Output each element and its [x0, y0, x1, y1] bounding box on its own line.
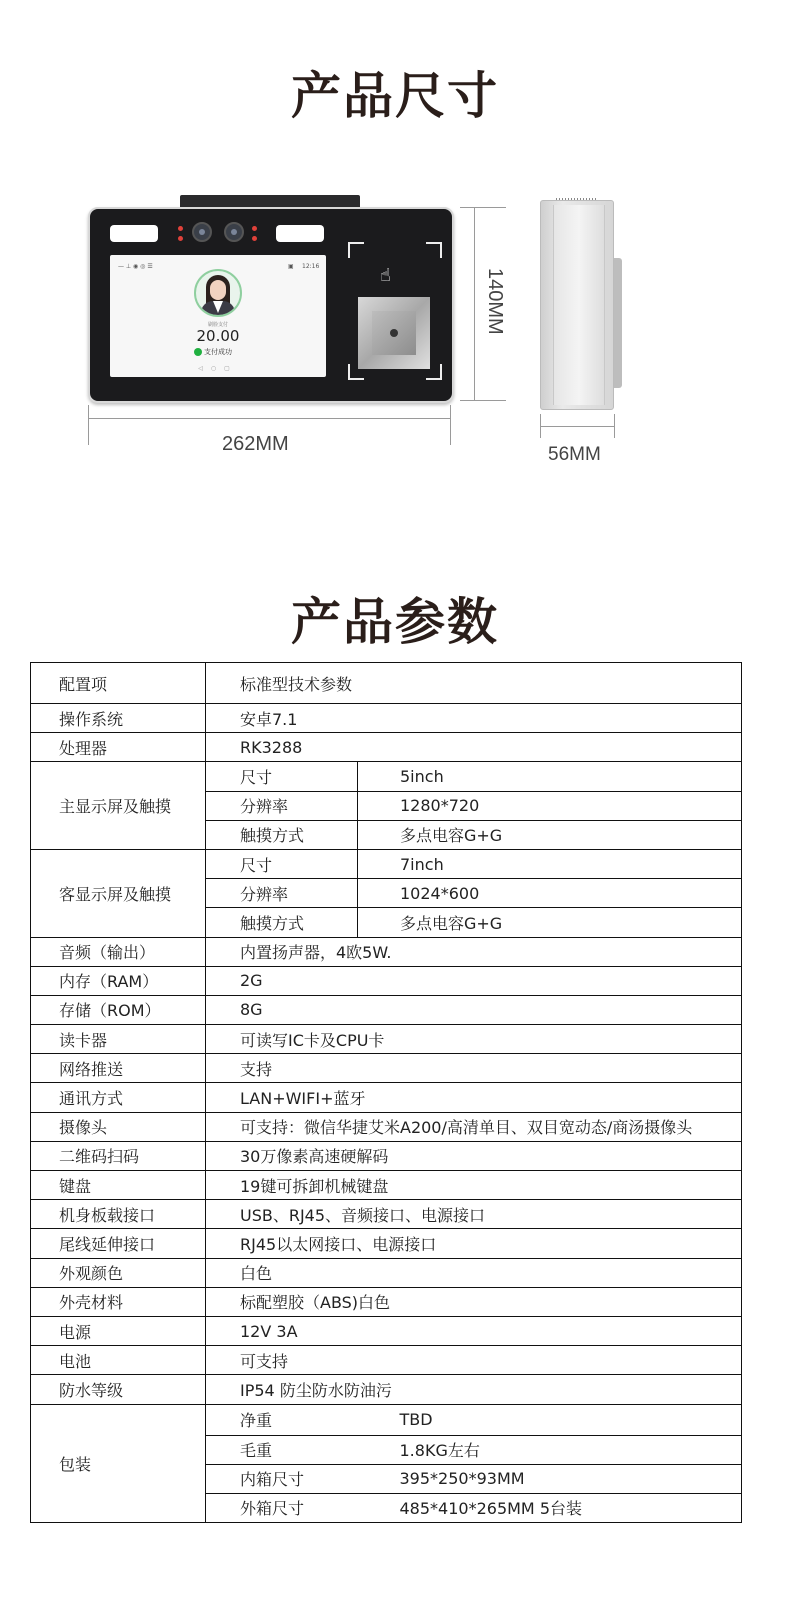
table-row — [31, 1054, 742, 1083]
row-label: 机身板载接口 — [31, 1200, 206, 1229]
table-row — [31, 937, 742, 966]
row-label: 网络推送 — [31, 1054, 206, 1083]
screen-time: 12:16 — [302, 263, 320, 270]
sub-item-name: 触摸方式 — [206, 820, 358, 849]
pay-success-label: 支付成功 — [204, 348, 232, 356]
dim-depth-label: 56MM — [548, 444, 601, 465]
sub-item-value: 多点电容G+G — [358, 820, 742, 849]
dim-depth-line — [540, 426, 614, 427]
qr-scanner-window — [358, 297, 430, 369]
table-row — [31, 1375, 742, 1404]
product-size-title: 产品尺寸 — [291, 67, 499, 125]
table-row — [31, 1316, 742, 1345]
table-row — [31, 663, 742, 704]
row-label: 外壳材料 — [31, 1287, 206, 1316]
row-value: RK3288 — [206, 733, 742, 762]
table-row — [31, 1287, 742, 1316]
table-row — [31, 1112, 742, 1141]
table-row — [31, 1404, 742, 1435]
group-label-main-display: 主显示屏及触摸 — [31, 762, 206, 850]
sub-item-name: 分辨率 — [206, 791, 358, 820]
group-label-packaging: 包装 — [31, 1404, 206, 1523]
ir-led — [252, 236, 257, 241]
product-params-title: 产品参数 — [291, 593, 499, 651]
device-screen — [110, 255, 326, 377]
row-value: 可读写IC卡及CPU卡 — [206, 1025, 742, 1054]
dim-height-line — [474, 207, 475, 400]
dim-tick — [88, 405, 89, 445]
row-label: 尾线延伸接口 — [31, 1229, 206, 1258]
camera-lens-icon — [224, 222, 244, 242]
device-side-view — [540, 200, 614, 410]
dim-tick — [614, 414, 615, 438]
row-value: 支持 — [206, 1054, 742, 1083]
row-value: LAN+WIFI+蓝牙 — [206, 1083, 742, 1112]
sub-item-name: 触摸方式 — [206, 908, 358, 937]
fill-light-right — [276, 225, 324, 242]
sub-item-value: 多点电容G+G — [358, 908, 742, 937]
row-value: 8G — [206, 995, 742, 1024]
row-label: 读卡器 — [31, 1025, 206, 1054]
row-label: 二维码扫码 — [31, 1141, 206, 1170]
row-value: 30万像素高速硬解码 — [206, 1141, 742, 1170]
pack-item-value: 485*410*265MM 5台装 — [358, 1493, 742, 1522]
camera-lens-icon — [192, 222, 212, 242]
table-row — [31, 762, 742, 791]
row-value: IP54 防尘防水防油污 — [206, 1375, 742, 1404]
table-row — [31, 1346, 742, 1375]
pack-item-value: 1.8KG左右 — [358, 1435, 742, 1464]
face-avatar — [194, 269, 242, 317]
android-nav-icons: ◁○▢ — [198, 365, 238, 372]
dim-height-label: 140MM — [484, 268, 506, 335]
row-label: 键盘 — [31, 1171, 206, 1200]
row-label: 处理器 — [31, 733, 206, 762]
pack-item-name: 内箱尺寸 — [206, 1464, 358, 1493]
header-label: 配置项 — [31, 663, 206, 704]
row-value: 可支持 — [206, 1346, 742, 1375]
row-label: 音频（输出） — [31, 937, 206, 966]
table-row — [31, 1229, 742, 1258]
sub-item-value: 1280*720 — [358, 791, 742, 820]
ir-led — [178, 236, 183, 241]
row-value: RJ45以太网接口、电源接口 — [206, 1229, 742, 1258]
pack-item-value: 395*250*93MM — [358, 1464, 742, 1493]
table-row — [31, 966, 742, 995]
row-label: 电池 — [31, 1346, 206, 1375]
row-label: 防水等级 — [31, 1375, 206, 1404]
row-value: 可支持：微信华捷艾米A200/高清单目、双目宽动态/商汤摄像头 — [206, 1112, 742, 1141]
pack-item-name: 毛重 — [206, 1435, 358, 1464]
row-value: 白色 — [206, 1258, 742, 1287]
row-label: 存储（ROM） — [31, 995, 206, 1024]
row-label: 内存（RAM） — [31, 966, 206, 995]
dim-width-label: 262MM — [222, 433, 289, 455]
spec-table — [30, 662, 742, 1523]
status-icons: — ⊥ ◉ ◎ ☰ — [118, 263, 153, 270]
table-row — [31, 1171, 742, 1200]
header-value: 标准型技术参数 — [206, 663, 742, 704]
dim-tick — [450, 405, 451, 445]
device-front-view — [88, 207, 454, 403]
dim-tick — [460, 400, 506, 401]
sub-item-name: 分辨率 — [206, 879, 358, 908]
table-row — [31, 1025, 742, 1054]
row-value: 2G — [206, 966, 742, 995]
pack-item-name: 外箱尺寸 — [206, 1493, 358, 1522]
device-top-camera-bar — [180, 195, 360, 207]
battery-icon: ▣ — [288, 263, 294, 270]
pay-success — [194, 347, 232, 357]
row-value: 19键可拆卸机械键盘 — [206, 1171, 742, 1200]
scan-frame-corner — [426, 242, 442, 258]
check-circle-icon — [194, 348, 202, 356]
row-label: 外观颜色 — [31, 1258, 206, 1287]
table-row — [31, 704, 742, 733]
row-value: 标配塑胶（ABS)白色 — [206, 1287, 742, 1316]
table-row — [31, 1200, 742, 1229]
ir-led — [252, 226, 257, 231]
nfc-icon: ☝ — [380, 265, 391, 286]
dim-tick — [460, 207, 506, 208]
sub-item-name: 尺寸 — [206, 849, 358, 878]
row-value: 安卓7.1 — [206, 704, 742, 733]
side-bracket — [614, 258, 622, 388]
table-row — [31, 995, 742, 1024]
sub-item-name: 尺寸 — [206, 762, 358, 791]
sub-item-value: 1024*600 — [358, 879, 742, 908]
dim-width-line — [88, 418, 450, 419]
row-label: 通讯方式 — [31, 1083, 206, 1112]
table-row — [31, 1083, 742, 1112]
row-value: 12V 3A — [206, 1316, 742, 1345]
table-row — [31, 733, 742, 762]
group-label-guest-display: 客显示屏及触摸 — [31, 849, 206, 937]
pack-item-value: TBD — [358, 1404, 742, 1435]
row-label: 电源 — [31, 1316, 206, 1345]
row-label: 摄像头 — [31, 1112, 206, 1141]
table-row — [31, 849, 742, 878]
row-label: 操作系统 — [31, 704, 206, 733]
pack-item-name: 净重 — [206, 1404, 358, 1435]
sub-item-value: 5inch — [358, 762, 742, 791]
table-row — [31, 1258, 742, 1287]
fill-light-left — [110, 225, 158, 242]
row-value: USB、RJ45、音频接口、电源接口 — [206, 1200, 742, 1229]
pay-amount: 20.00 — [196, 327, 240, 345]
ir-led — [178, 226, 183, 231]
pay-caption: 刷脸支付 — [207, 322, 228, 328]
row-value: 内置扬声器，4欧5W. — [206, 937, 742, 966]
scan-frame-corner — [348, 242, 364, 258]
sub-item-value: 7inch — [358, 849, 742, 878]
table-row — [31, 1141, 742, 1170]
